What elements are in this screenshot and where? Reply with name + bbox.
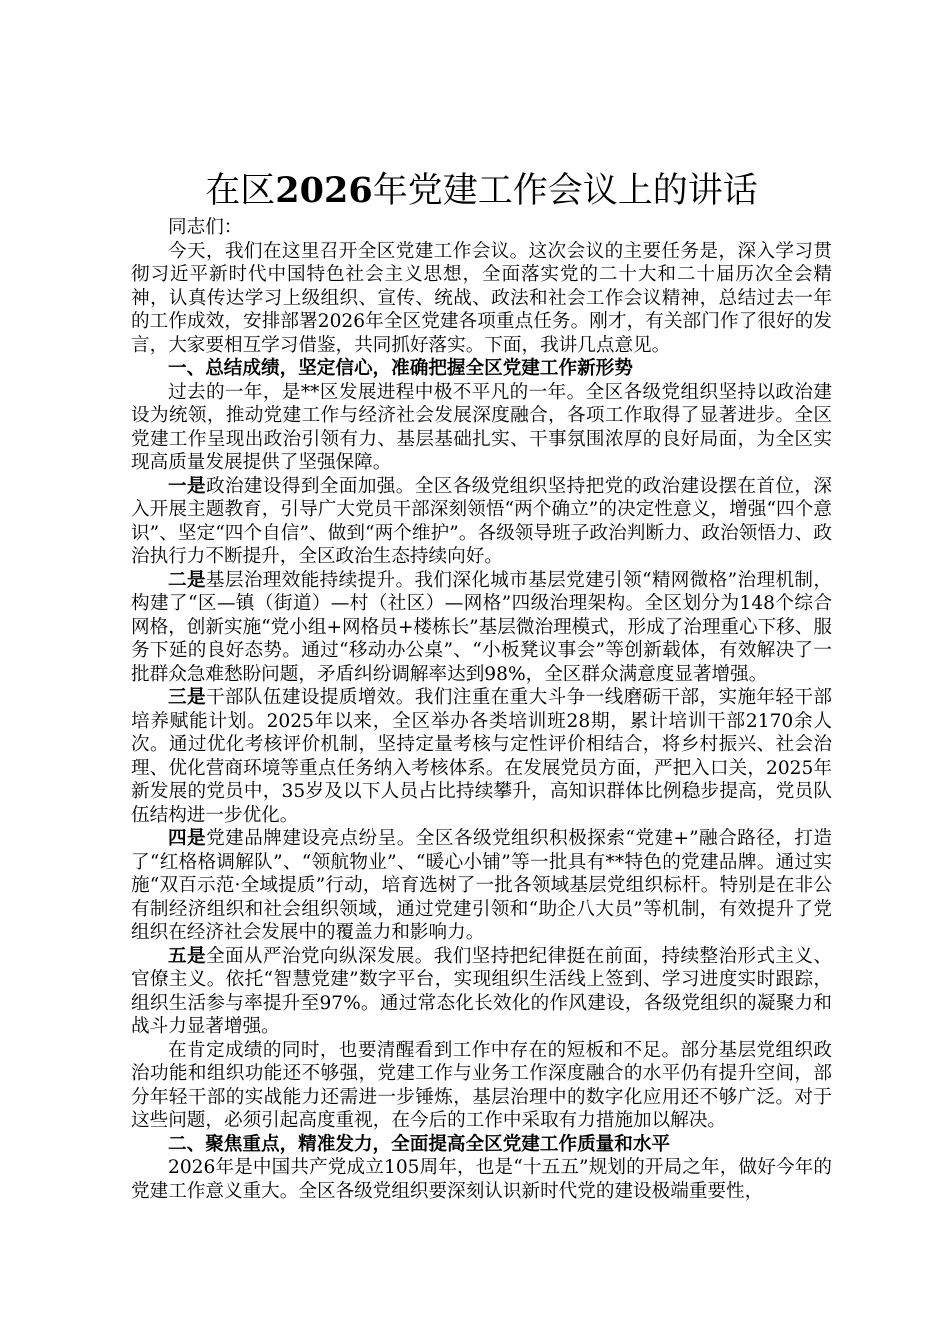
point-5-text: 全面从严治党向纵深发展。我们坚持把纪律挺在前面，持续整治形式主义、官僚主义。依托“智慧党建”数字平台，实现组织生活线上签到、学习进度实时跟踪，组织生活参与率提升至97%。通过常态化长效化的作风建设，各级党组织的凝聚力和战斗力显著增强。 xyxy=(131,945,832,1037)
document-page xyxy=(131,168,832,1203)
point-4-paragraph xyxy=(131,827,832,945)
point-5-lead: 五是 xyxy=(168,945,206,967)
point-5-paragraph xyxy=(131,945,832,1039)
point-2-text: 基层治理效能持续提升。我们深化城市基层党建引领“精网微格”治理机制，构建了“区—镇（街道）—村（社区）—网格”四级治理架构。全区划分为148个综合网格，创新实施“党小组+网格员+楼栋长”基层微治理模式，形成了治理重心下移、服务下延的良好态势。通过“移动办公桌”、“小板凳议事会”等创新载体，有效解决了一批群众急难愁盼问题，矛盾纠纷调解率达到98%，全区群众满意度显著增强。 xyxy=(131,569,832,685)
point-1-lead: 一是 xyxy=(168,475,206,497)
point-2-lead: 二是 xyxy=(168,569,206,591)
point-1-paragraph xyxy=(131,475,832,569)
title-suffix: 年党建工作会议上的讲话 xyxy=(372,171,758,211)
section-2-heading: 二、聚焦重点，精准发力，全面提高全区党建工作质量和水平 xyxy=(168,1133,671,1155)
intro-paragraph: 今天，我们在这里召开全区党建工作会议。这次会议的主要任务是，深入学习贯彻习近平新时代中国特色社会主义思想，全面落实党的二十大和二十届历次全会精神，认真传达学习上级组织、宣传、统战、政法和社会工作会议精神，总结过去一年的工作成效，安排部署2026年全区党建各项重点任务。刚才，有关部门作了很好的发言，大家要相互学习借鉴，共同抓好落实。下面，我讲几点意见。 xyxy=(131,240,832,356)
point-2-paragraph xyxy=(131,569,832,687)
point-4-lead: 四是 xyxy=(168,828,207,849)
section-1-paragraph: 过去的一年，是**区发展进程中极不平凡的一年。全区各级党组织坚持以政治建设为统领，推动党建工作与经济社会发展深度融合，各项工作取得了显著进步。全区党建工作呈现出政治引领有力、基层基础扎实、干事氛围浓厚的良好局面，为全区实现高质量发展提供了坚强保障。 xyxy=(131,381,832,473)
title-prefix: 在区 xyxy=(205,171,276,211)
point-4-text: 党建品牌建设亮点纷呈。全区各级党组织积极探索“党建+”融合路径，打造了“红格格调解队”、“领航物业”、“暖心小铺”等一批具有**特色的党建品牌。通过实施“双百示范·全域提质”行动，培育选树了一批各领域基层党组织标杆。特别是在非公有制经济组织和社会组织领域，通过党建引领和“助企八大员”等机制，有效提升了党组织在经济社会发展中的覆盖力和影响力。 xyxy=(131,828,832,943)
point-3-lead: 三是 xyxy=(168,687,206,708)
section-1-heading: 一、总结成绩，坚定信心，准确把握全区党建工作新形势 xyxy=(168,358,633,379)
document-title xyxy=(131,168,832,214)
point-3-text: 干部队伍建设提质增效。我们注重在重大斗争一线磨砺干部，实施年轻干部培养赋能计划。2025年以来，全区举办各类培训班28期，累计培训干部2170余人次。通过优化考核评价机制，坚持定量考核与定性评价相结合，将乡村振兴、社会治理、优化营商环境等重点任务纳入考核体系。在发展党员方面，严把入口关，2025年新发展的党员中，35岁及以下人员占比持续攀升，高知识群体比例稳步提高，党员队伍结构进一步优化。 xyxy=(131,687,832,826)
title-year: 2026 xyxy=(275,170,373,211)
point-3-paragraph xyxy=(131,686,832,827)
shortfall-paragraph: 在肯定成绩的同时，也要清醒看到工作中存在的短板和不足。部分基层党组织政治功能和组织功能还不够强，党建工作与业务工作深度融合的水平仍有提升空间，部分年轻干部的实战能力还需进一步锤炼，基层治理中的数字化应用还不够广泛。对于这些问题，必须引起高度重视，在今后的工作中采取有力措施加以解决。 xyxy=(131,1039,832,1131)
point-1-text: 政治建设得到全面加强。全区各级党组织坚持把党的政治建设摆在首位，深入开展主题教育，引导广大党员干部深刻领悟“两个确立”的决定性意义，增强“四个意识”、坚定“四个自信”、做到“两个维护”。各级领导班子政治判断力、政治领悟力、政治执行力不断提升，全区政治生态持续向好。 xyxy=(131,475,832,567)
section-2-paragraph: 2026年是中国共产党成立105周年，也是“十五五”规划的开局之年，做好今年的党建工作意义重大。全区各级党组织要深刻认识新时代党的建设极端重要性， xyxy=(131,1157,832,1202)
salutation: 同志们： xyxy=(168,217,243,238)
